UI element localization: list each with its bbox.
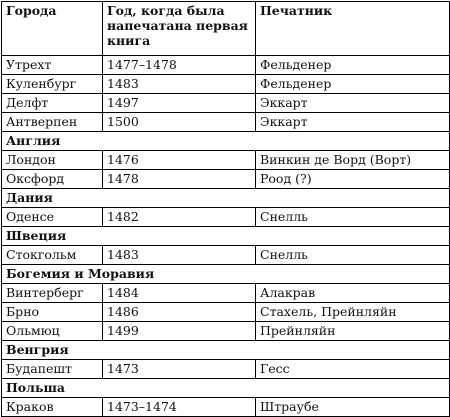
country-label: Англия — [2, 132, 450, 151]
city-cell: Куленбург — [2, 75, 103, 94]
table-row — [2, 208, 450, 227]
table-body — [2, 56, 450, 417]
printer-cell: Фельденер — [256, 56, 450, 75]
year-cell: 1500 — [103, 113, 256, 132]
table-row — [2, 113, 450, 132]
year-cell: 1477–1478 — [103, 56, 256, 75]
city-cell: Антверпен — [2, 113, 103, 132]
city-cell: Будапешт — [2, 360, 103, 379]
city-cell: Делфт — [2, 94, 103, 113]
printer-cell: Эккарт — [256, 94, 450, 113]
country-group-row — [2, 265, 450, 284]
country-group-row — [2, 379, 450, 398]
year-cell: 1486 — [103, 303, 256, 322]
table-header-row — [2, 2, 450, 56]
printer-cell: Алакрав — [256, 284, 450, 303]
table-row — [2, 246, 450, 265]
city-cell: Стокгольм — [2, 246, 103, 265]
year-cell: 1478 — [103, 170, 256, 189]
table-row — [2, 322, 450, 341]
table-row — [2, 94, 450, 113]
country-label: Богемия и Моравия — [2, 265, 450, 284]
printer-cell: Гесс — [256, 360, 450, 379]
table-row — [2, 170, 450, 189]
year-cell: 1482 — [103, 208, 256, 227]
printer-cell: Стахель, Прейнляйн — [256, 303, 450, 322]
year-cell: 1473 — [103, 360, 256, 379]
country-group-row — [2, 189, 450, 208]
city-cell: Оксфорд — [2, 170, 103, 189]
year-cell: 1483 — [103, 246, 256, 265]
city-cell: Утрехт — [2, 56, 103, 75]
table-row — [2, 398, 450, 417]
printer-cell: Роод (?) — [256, 170, 450, 189]
table-row — [2, 75, 450, 94]
city-cell: Лондон — [2, 151, 103, 170]
year-cell: 1476 — [103, 151, 256, 170]
printer-cell: Эккарт — [256, 113, 450, 132]
year-cell: 1497 — [103, 94, 256, 113]
city-cell: Ольмюц — [2, 322, 103, 341]
country-label: Польша — [2, 379, 450, 398]
table-row — [2, 56, 450, 75]
country-group-row — [2, 132, 450, 151]
printer-cell: Фельденер — [256, 75, 450, 94]
printer-cell: Снелль — [256, 246, 450, 265]
table-row — [2, 284, 450, 303]
printer-cell: Прейнляйн — [256, 322, 450, 341]
country-label: Венгрия — [2, 341, 450, 360]
year-cell: 1499 — [103, 322, 256, 341]
country-label: Швеция — [2, 227, 450, 246]
year-cell: 1473–1474 — [103, 398, 256, 417]
country-group-row — [2, 227, 450, 246]
printer-cell: Штраубе — [256, 398, 450, 417]
printer-cell: Снелль — [256, 208, 450, 227]
table-row — [2, 151, 450, 170]
year-cell: 1483 — [103, 75, 256, 94]
country-label: Дания — [2, 189, 450, 208]
header-year: Год, когда была напечатана первая книга — [103, 2, 256, 56]
header-city: Города — [2, 2, 103, 56]
printing-history-table — [1, 1, 450, 417]
city-cell: Оденсе — [2, 208, 103, 227]
city-cell: Брно — [2, 303, 103, 322]
city-cell: Винтерберг — [2, 284, 103, 303]
table-row — [2, 303, 450, 322]
country-group-row — [2, 341, 450, 360]
table-row — [2, 360, 450, 379]
printer-cell: Винкин де Ворд (Ворт) — [256, 151, 450, 170]
header-printer: Печатник — [256, 2, 450, 56]
city-cell: Краков — [2, 398, 103, 417]
year-cell: 1484 — [103, 284, 256, 303]
